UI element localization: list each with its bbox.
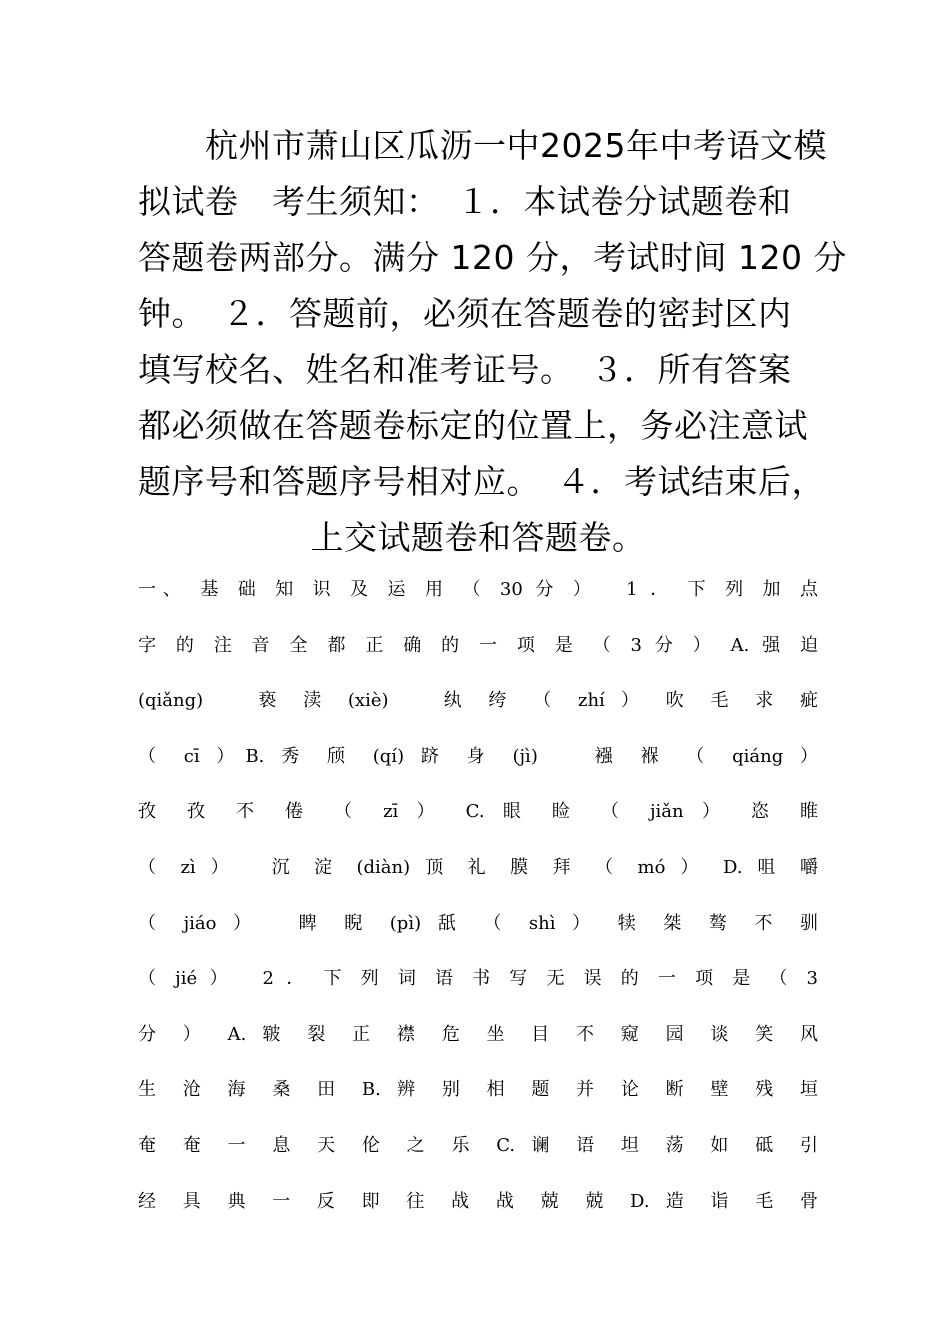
body-line-9: 分 ） A. 皲 裂 正 襟 危 坐 目 不 窥 园 谈 笑 风 — [138, 1023, 818, 1045]
body-line-10: 生 沧 海 桑 田 B. 辨 别 相 题 并 论 断 壁 残 垣 — [138, 1079, 818, 1101]
intro-line-8: 上交试题卷和答题卷。 — [310, 518, 646, 557]
body-line-8: （ jié ） 2 ． 下 列 词 语 书 写 无 误 的 一 项 是 （ 3 — [138, 968, 818, 990]
question-section — [138, 562, 818, 1229]
intro-line-5: 填写校名、姓名和准考证号。 ３．所有答案 — [138, 350, 792, 389]
body-line-5: 孜 孜 不 倦 （ zī ） C. 眼 睑 （ jiǎn ） 恣 睢 — [138, 801, 818, 823]
intro-line-7: 题序号和答题序号相对应。 ４．考试结束后， — [138, 462, 825, 501]
intro-line-3: 答题卷两部分。满分 120 分，考试时间 120 分 — [138, 238, 847, 277]
body-line-6: （ zì ） 沉 淀 (diàn) 顶 礼 膜 拜 （ mó ） D. 咀 嚼 — [138, 856, 818, 878]
body-line-3: (qiǎng) 亵 渎 (xiè) 纨 绔 （ zhí ） 吹 毛 求 疵 — [138, 690, 818, 712]
intro-line-2: 拟试卷 考生须知： １．本试卷分试题卷和 — [138, 182, 792, 221]
intro-line-1: 杭州市萧山区瓜沥一中2025年中考语文模 — [138, 126, 827, 165]
body-line-2: 字 的 注 音 全 都 正 确 的 一 项 是 （ 3 分 ） A. 强 迫 — [138, 634, 818, 656]
body-line-7: （ jiáo ） 睥 睨 (pì) 舐 （ shì ） 犊 桀 骜 不 驯 — [138, 912, 818, 934]
intro-line-4: 钟。 ２．答题前，必须在答题卷的密封区内 — [138, 294, 792, 333]
body-line-1: 一、 基 础 知 识 及 运 用 （ 30 分 ） 1 ． 下 列 加 点 — [138, 579, 818, 600]
intro-line-6: 都必须做在答题卷标定的位置上，务必注意试 — [138, 406, 808, 445]
body-line-4: （ cī ）B. 秀 颀 (qí) 跻 身 (jì) 襁 褓 （ qiáng ） — [138, 745, 818, 767]
body-line-11: 奄 奄 一 息 天 伦 之 乐 C. 谰 语 坦 荡 如 砥 引 — [138, 1134, 818, 1156]
body-line-12: 经 具 典 一 反 即 往 战 战 兢 兢 D. 造 诣 毛 骨 — [138, 1190, 818, 1212]
exam-title-and-instructions — [138, 118, 847, 566]
